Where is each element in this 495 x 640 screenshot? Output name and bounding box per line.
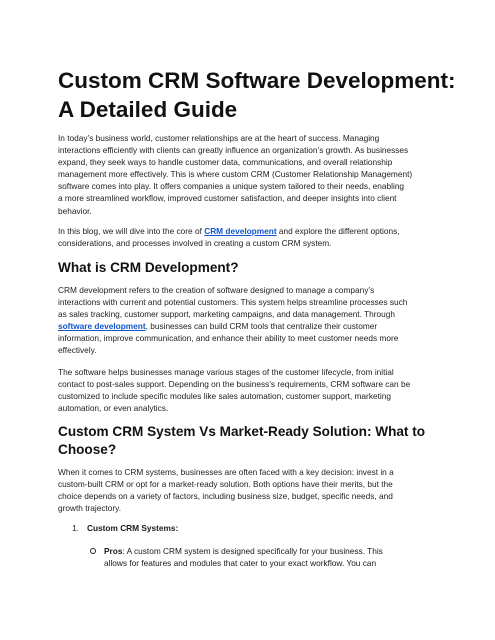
section-heading-custom-vs-ready xyxy=(58,423,442,459)
text-line: In today’s business world, customer relationships are at the heart of success. Managing xyxy=(58,133,380,143)
intro-paragraph xyxy=(58,132,442,217)
text-line: software comes into play. It offers companies a unique system tailored to their needs, enabling xyxy=(58,181,405,192)
software-development-link[interactable]: software development xyxy=(58,321,146,332)
text-line: expand, they seek ways to handle customer data, communications, and overall relationship xyxy=(58,157,393,168)
heading-line-1: Custom CRM System Vs Market-Ready Solution: What to xyxy=(58,424,426,439)
text-line: considerations, and processes involved in creating a custom CRM system. xyxy=(58,238,332,249)
crm-development-link[interactable]: CRM development xyxy=(204,226,277,236)
list-number: 1. xyxy=(72,523,79,533)
hollow-bullet-icon xyxy=(90,548,96,554)
text-line: When it comes to CRM systems, businesses are often faced with a key decision: invest in a xyxy=(58,467,394,477)
text-line: The software helps businesses manage various stages of the customer lifecycle, from initial xyxy=(58,367,394,377)
text-fragment: : A custom CRM system is designed specifically for your business. This xyxy=(122,546,383,556)
crm-lifecycle-paragraph xyxy=(58,366,442,414)
heading-line-2: Choose? xyxy=(58,442,117,457)
text-line: interactions efficiently with clients can greatly influence an organization’s growth. As businesses xyxy=(58,145,409,156)
blog-intro-paragraph xyxy=(58,225,442,249)
text-line: allows for features and modules that cater to your exact workflow. You can xyxy=(104,558,377,569)
text-line: as sales tracking, customer support, marketing campaigns, and data management. Through xyxy=(58,309,395,320)
list-item-custom-crm xyxy=(72,522,432,534)
list-item-label: Custom CRM Systems: xyxy=(87,523,179,533)
section-heading-what-is-crm: What is CRM Development? xyxy=(58,260,239,275)
text-fragment: , businesses can build CRM tools that centralize their customer xyxy=(145,321,378,332)
pros-label: Pros xyxy=(104,546,123,556)
text-line: effectively. xyxy=(58,345,97,356)
text-line: management more effectively. This is where custom CRM (Customer Relationship Management) xyxy=(58,169,413,180)
title-line-2: A Detailed Guide xyxy=(58,97,238,122)
text-line: customized to include specific modules like sales automation, customer support, marketing xyxy=(58,391,391,402)
text-line: interactions with current and potential customers. This system helps streamline processes such xyxy=(58,297,408,308)
text-line: automation, or even analytics. xyxy=(58,403,169,414)
text-line: growth trajectory. xyxy=(58,503,122,514)
sub-list-item-pros xyxy=(104,545,432,569)
text-line: CRM development refers to the creation of software designed to manage a company’s xyxy=(58,285,375,295)
text-line: behavior. xyxy=(58,205,92,216)
crm-definition-paragraph xyxy=(58,284,442,357)
text-line: information, improve communication, and enhance their ability to meet customer needs more xyxy=(58,333,399,344)
text-line: contact to post-sales support. Depending on the business’s requirements, CRM software can be xyxy=(58,379,411,390)
crm-choice-paragraph xyxy=(58,466,442,514)
text-fragment: In this blog, we will dive into the core of xyxy=(58,226,205,236)
text-line: a more streamlined workflow, improved customer satisfaction, and deeper insights into client xyxy=(58,193,397,204)
title-line-1: Custom CRM Software Development: xyxy=(58,68,456,93)
text-line: choice depends on a variety of factors, including business size, budget, specific needs, and xyxy=(58,491,393,502)
text-line: custom-built CRM or opt for a market-ready solution. Both options have their merits, but the xyxy=(58,479,393,490)
page-title xyxy=(58,66,458,124)
text-fragment: and explore the different options, xyxy=(276,226,400,236)
